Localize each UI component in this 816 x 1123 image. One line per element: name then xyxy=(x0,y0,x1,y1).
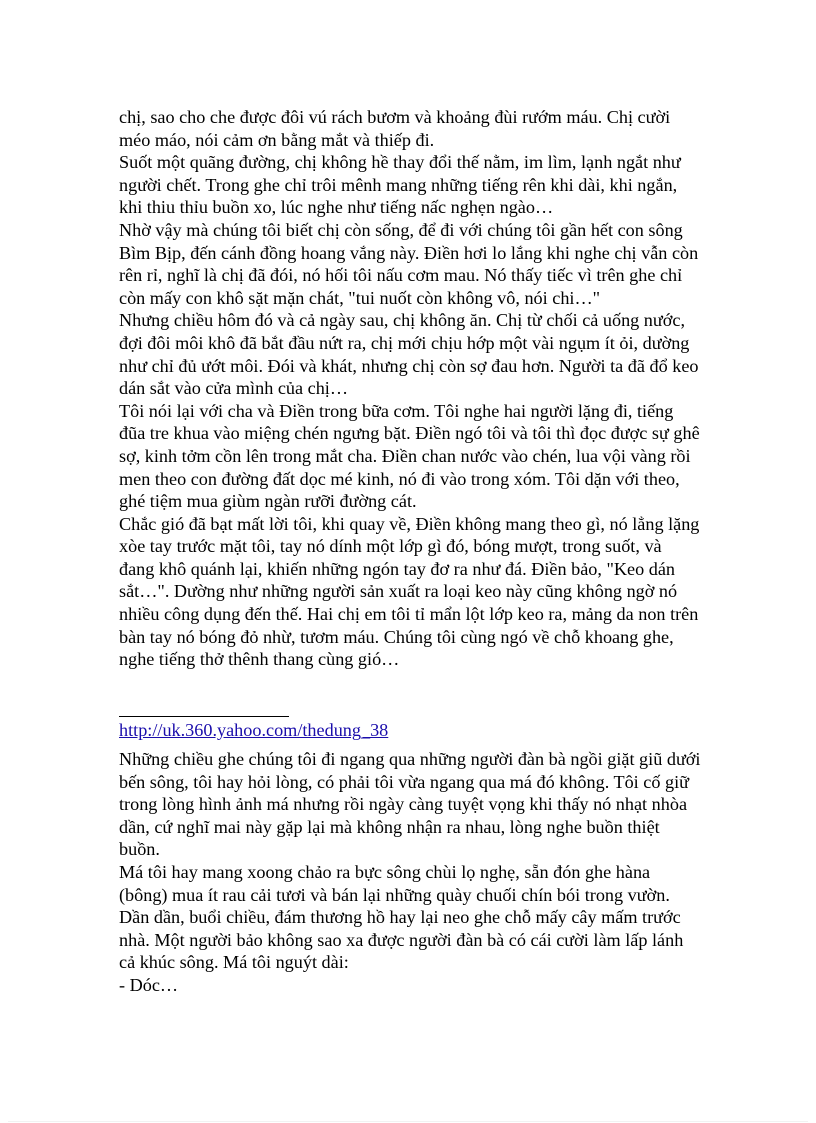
paragraph: Nhờ vậy mà chúng tôi biết chị còn sống, để đi với chúng tôi gần hết con sông Bìm Bịp, đến cánh đồng hoang vắng này. Điền hơi lo lắng khi nghe chị vẫn còn rên rỉ, nghĩ là chị đã đói, nó hối tôi nấu cơm mau. Nó thấy tiếc vì trên ghe chỉ còn mấy con khô sặt mặn chát, "tui nuốt còn không vô, nói chi…" xyxy=(119,219,699,308)
footnote-divider xyxy=(119,716,289,717)
story-text-part-two xyxy=(119,748,701,997)
paragraph: chị, sao cho che được đôi vú rách bươm và khoảng đùi rướm máu. Chị cười méo máo, nói cảm ơn bằng mắt và thiếp đi. xyxy=(119,107,671,150)
paragraph: Suốt một quãng đường, chị không hề thay đổi thế nằm, im lìm, lạnh ngắt như người chết. Trong ghe chỉ trôi mênh mang những tiếng rên khi dài, khi ngắn, khi thiu thỉu buồn xo, lúc nghe như tiếng nấc nghẹn ngào… xyxy=(119,152,681,218)
story-text-part-one xyxy=(119,106,701,671)
paragraph: Những chiều ghe chúng tôi đi ngang qua những người đàn bà ngồi giặt giũ dưới bến sông, tôi hay hỏi lòng, có phải tôi vừa ngang qua má đó không. Tôi cố giữ trong lòng hình ảnh má nhưng rồi ngày càng tuyệt vọng khi thấy nó nhạt nhòa dần, cứ nghĩ mai này gặp lại mà không nhận ra nhau, lòng nghe buồn thiệt buồn. xyxy=(119,749,701,860)
paragraph: - Dóc… xyxy=(119,974,179,995)
paragraph: Tôi nói lại với cha và Điền trong bữa cơm. Tôi nghe hai người lặng đi, tiếng đũa tre khua vào miệng chén ngưng bặt. Điền ngó tôi và tôi thì đọc được sự ghê sợ, kinh tởm cồn lên trong mắt cha. Điền chan nước vào chén, lua vội vàng rồi men theo con đường đất dọc mé kinh, nó đi vào trong xóm. Tôi dặn với theo, ghé tiệm mua giùm ngàn rưỡi đường cát. xyxy=(119,400,700,512)
page-edge xyxy=(8,1121,808,1122)
paragraph: Nhưng chiều hôm đó và cả ngày sau, chị không ăn. Chị từ chối cả uống nước, đợi đôi môi khô đã bắt đầu nứt ra, chị mới chịu hớp một vài ngụm ít ỏi, dường như chỉ đủ ướt môi. Đói và khát, nhưng chị còn sợ đau hơn. Người ta đã đổ keo dán sắt vào cửa mình của chị… xyxy=(119,310,699,399)
paragraph: Má tôi hay mang xoong chảo ra bực sông chùi lọ nghẹ, sẵn đón ghe hàna (bông) mua ít rau cải tươi và bán lại những quày chuối chín bói trong vườn. Dần dần, buổi chiều, đám thương hồ hay lại neo ghe chỗ mấy cây mấm trước nhà. Một người bảo không sao xa được người đàn bà có cái cười làm lấp lánh cả khúc sông. Má tôi nguýt dài: xyxy=(119,861,684,973)
paragraph: Chắc gió đã bạt mất lời tôi, khi quay về, Điền không mang theo gì, nó lẳng lặng xòe tay trước mặt tôi, tay nó dính một lớp gì đó, bóng mượt, trong suốt, và đang khô quánh lại, khiến những ngón tay đơ ra như đá. Điền bảo, "Keo dán sắt…". Dường như những người sản xuất ra loại keo này cũng không ngờ nó nhiều công dụng đến thế. Hai chị em tôi tỉ mẩn lột lớp keo ra, mảng da non trên bàn tay nó bóng đỏ nhừ, tươm máu. Chúng tôi cùng ngó về chỗ khoang ghe, nghe tiếng thở thênh thang cùng gió… xyxy=(119,513,700,670)
footnote-link[interactable]: http://uk.360.yahoo.com/thedung_38 xyxy=(119,720,389,740)
